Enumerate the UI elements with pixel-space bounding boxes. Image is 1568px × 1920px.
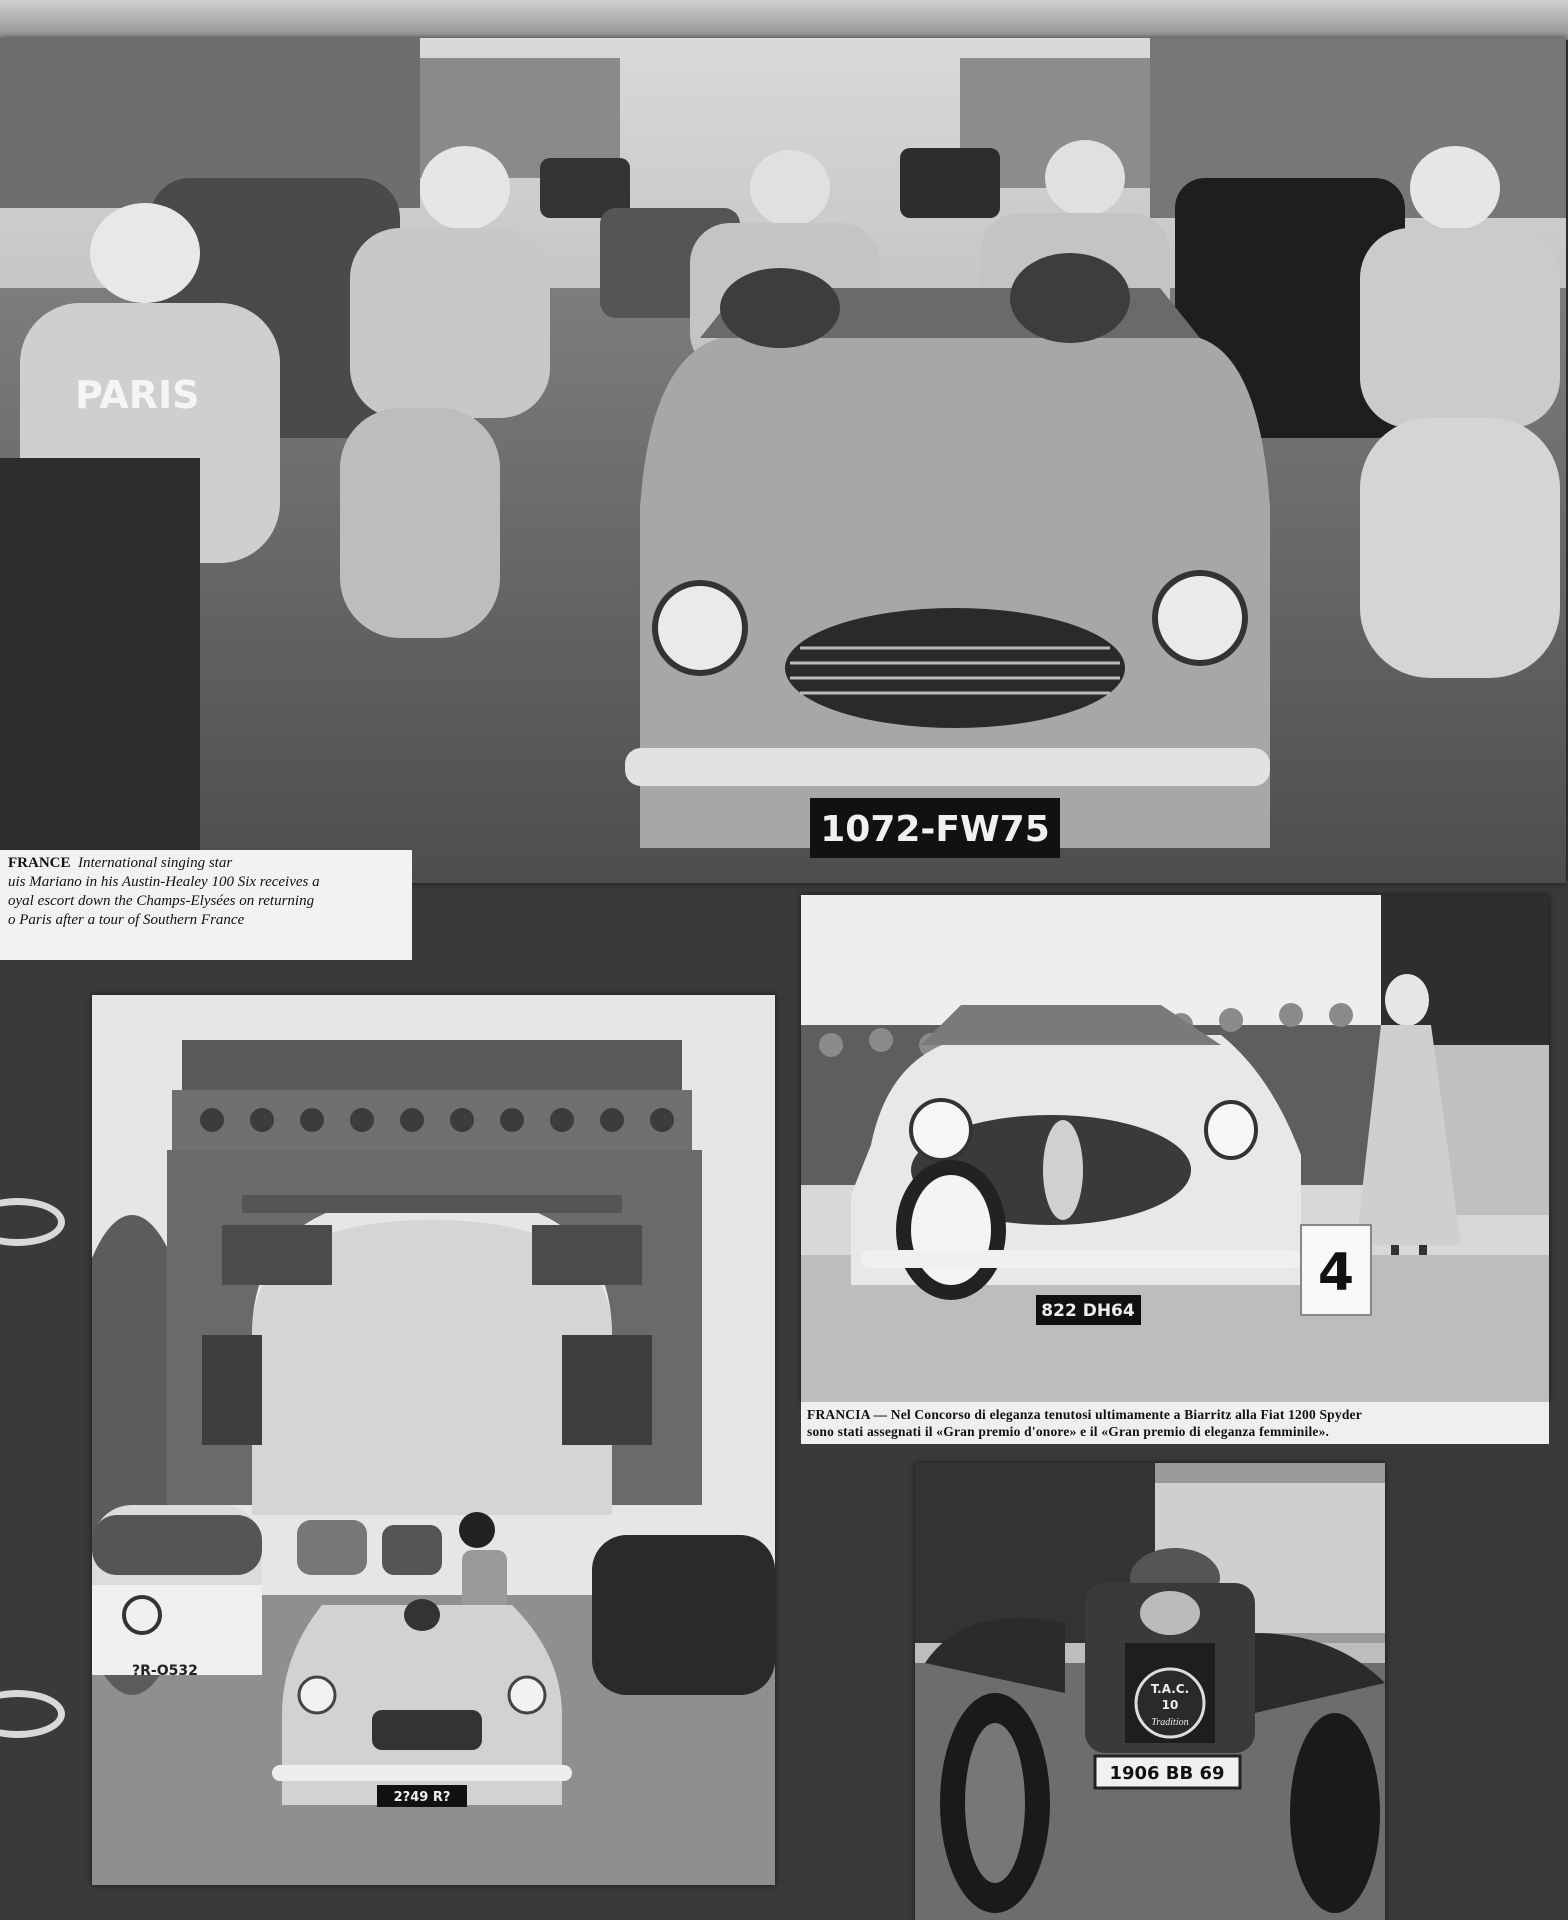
jacket-text-1: PARIS <box>75 373 200 417</box>
license-plate-1072: 1072-FW75 <box>820 809 1050 850</box>
photo-fiat-spyder-biarritz <box>801 895 1549 1402</box>
caption-france-line-4: o Paris after a tour of Southern France <box>8 912 245 928</box>
caption-france-lead: FRANCE <box>8 855 71 871</box>
caption-francia <box>801 1402 1549 1444</box>
caption-francia-line-1: — Nel Concorso di eleganza tenutosi ultimamente a Biarritz alla Fiat 1200 Spyder <box>873 1407 1362 1422</box>
caption-france-line-3: oyal escort down the Champs-Elysées on returning <box>8 893 315 909</box>
caption-francia-lead: FRANCIA <box>807 1407 870 1422</box>
page-stack-edge <box>0 0 1568 40</box>
vintage-car-plate: 1906 BB 69 <box>1109 1763 1225 1784</box>
photo-vintage-car <box>915 1463 1385 1920</box>
sports-car-plate: 2?49 R? <box>393 1790 451 1805</box>
badge-top: T.A.C. <box>1150 1682 1190 1696</box>
binder-ring-4 <box>0 1690 65 1738</box>
number-card: 4 <box>1317 1243 1355 1303</box>
binder-ring-3 <box>0 1198 65 1246</box>
caption-france-line-1: International singing star <box>78 855 233 871</box>
badge-bottom: Tradition <box>1151 1717 1189 1728</box>
badge-num: 10 <box>1161 1698 1179 1712</box>
caption-francia-line-2: sono stati assegnati il «Gran premio d'onore» e il «Gran premio di eleganza femminile». <box>807 1424 1330 1439</box>
fiat-plate: 822 DH64 <box>1041 1301 1135 1321</box>
caption-france-line-2: uis Mariano in his Austin-Healey 100 Six receives a <box>8 874 320 890</box>
photo-arc-de-triomphe <box>92 995 775 1885</box>
photo-austin-healey-escort <box>0 38 1566 883</box>
caption-france <box>0 850 412 960</box>
van-plate: ?R-O532 <box>132 1663 198 1679</box>
